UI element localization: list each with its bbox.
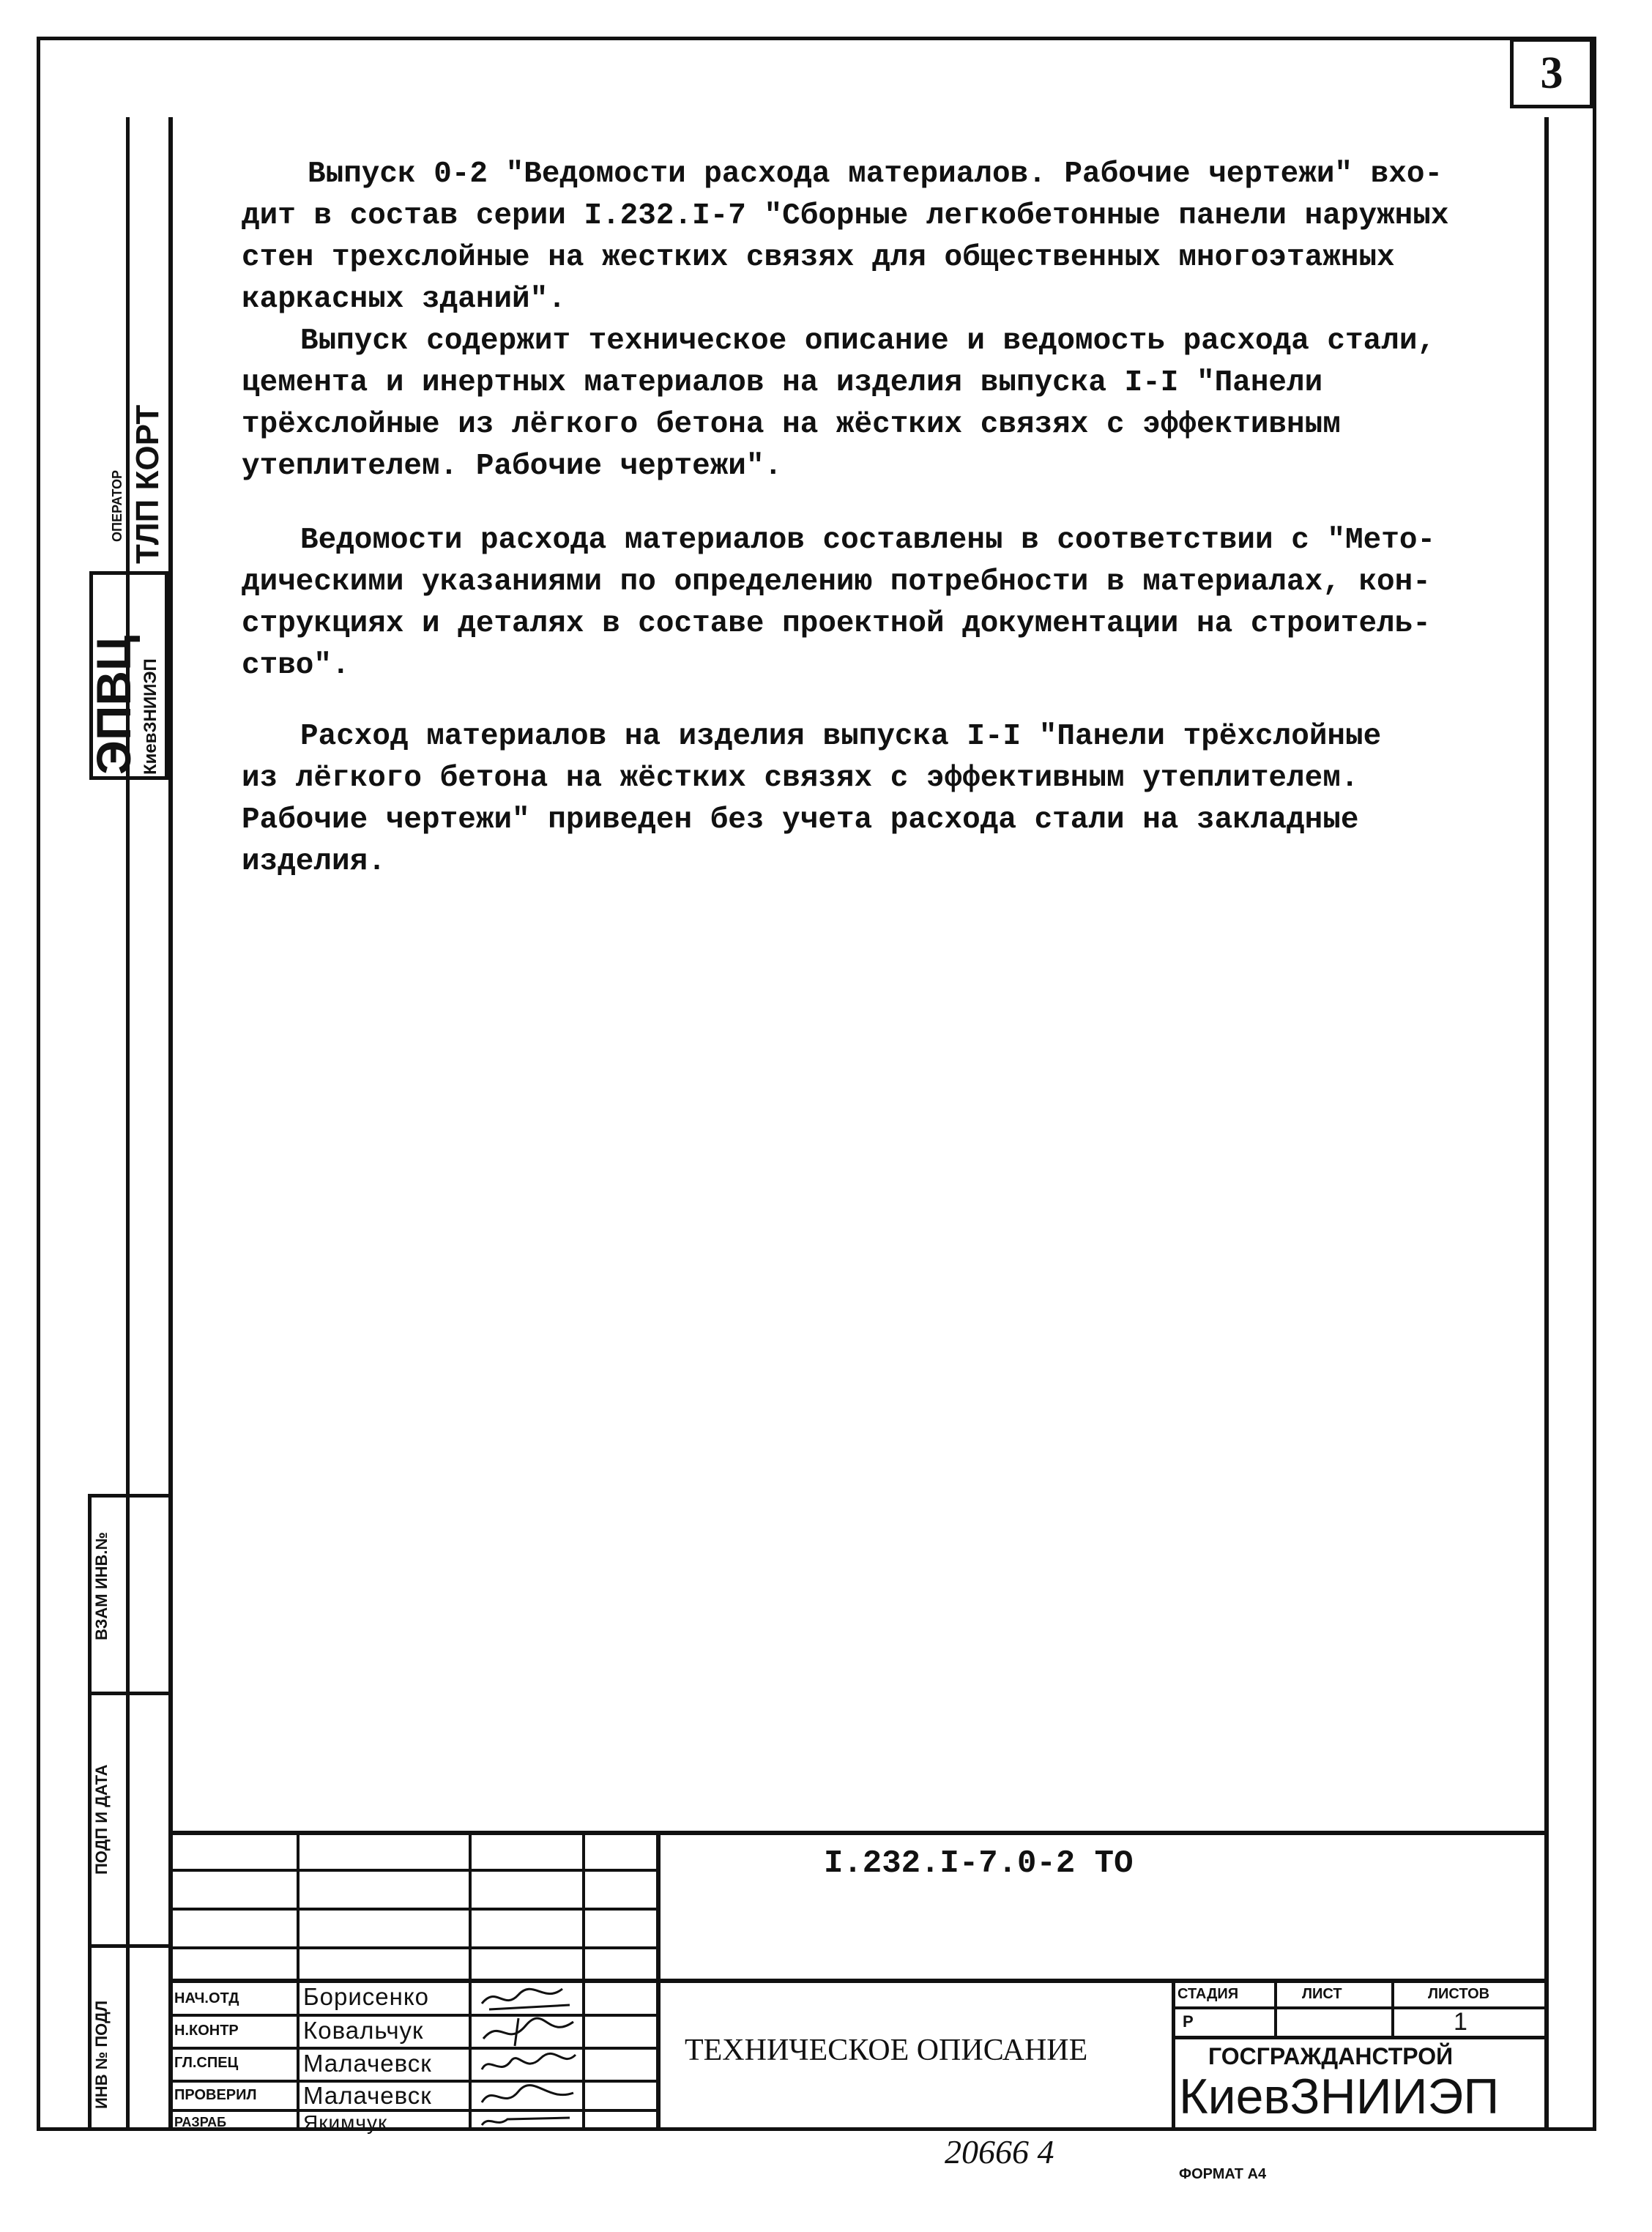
- field-inv-label: ИНВ № ПОДЛ: [92, 2000, 111, 2109]
- tb-col-line: [656, 1831, 661, 2131]
- tb-col-line: [582, 1831, 585, 2131]
- role-label: ГЛ.СПЕЦ: [174, 2055, 239, 2071]
- paragraph-method: Ведомости расхода материалов составлены в соответствии с "Мето- дическими указаниями по определению потребности в материалах, кон- струкциях и деталях в составе проектной документации на строитель- ство".: [242, 524, 1436, 682]
- role-label: ПРОВЕРИЛ: [174, 2087, 257, 2103]
- field-podp-label: ПОДП И ДАТА: [92, 1764, 111, 1875]
- role-name: Ковальчук: [303, 2017, 424, 2044]
- signatures-graphic: [475, 1982, 581, 2131]
- doc-code: I.232.I-7.0-2 ТО: [824, 1845, 1134, 1882]
- role-name: Малачевск: [303, 2050, 432, 2077]
- operator-value: ТЛП КОРТ: [130, 404, 165, 564]
- paragraph-intro: Выпуск 0-2 "Ведомости расхода материалов. Рабочие чертежи" вхо- дит в состав серии I.232.I-7 "Сборные легкобетонные панели наружных стен трехслойные на жестких связях для общественных многоэтажных каркасных зданий".: [242, 157, 1449, 316]
- stage-value: Р: [1183, 2012, 1194, 2031]
- tb-row-line: [168, 1869, 659, 1872]
- org-line2: КиевЗНИИЭП: [1179, 2069, 1500, 2124]
- inventory-number: 20666 4: [945, 2133, 1054, 2170]
- tb-stage-row-line: [1172, 2006, 1549, 2009]
- org-line1: ГОСГРАЖДАНСТРОЙ: [1208, 2043, 1454, 2069]
- tb-stage-row-line: [1172, 2036, 1549, 2039]
- fields-border-top: [88, 1494, 170, 1498]
- page-number: 3: [1510, 38, 1593, 108]
- tb-col-line: [1172, 1979, 1175, 2131]
- paragraph-consumption: Расход материалов на изделия выпуска I-I "Панели трёхслойные из лёгкого бетона на жёстких связях с эффективным утеплителем. Рабочие чертежи" приведен без учета расхода стали на закладные изделия.: [242, 720, 1382, 879]
- tb-col-line: [469, 1831, 472, 2131]
- tb-row-line: [168, 1908, 659, 1911]
- tb-row-line: [168, 1946, 659, 1949]
- role-name: Якимчук: [303, 2111, 388, 2134]
- paragraph-contents: Выпуск содержит техническое описание и ведомость расхода стали, цемента и инертных материалов на изделия выпуска I-I "Панели трёхслойные из лёгкого бетона на жёстких связях с эффективным утеплителем. Рабочие чертежи".: [242, 324, 1436, 483]
- doc-title: ТЕХНИЧЕСКОЕ ОПИСАНИЕ: [685, 2034, 1088, 2067]
- stage-label: СТАДИЯ: [1177, 1986, 1239, 2002]
- tb-col-line: [297, 1831, 299, 2131]
- sheets-value: 1: [1454, 2008, 1467, 2036]
- sheet-label: ЛИСТ: [1302, 1986, 1342, 2002]
- role-name: Борисенко: [303, 1983, 430, 2010]
- format-label: ФОРМАТ А4: [1179, 2166, 1267, 2182]
- role-label: РАЗРАБ: [174, 2115, 227, 2129]
- epvc-stamp-org-sub: КиевЗНИИЭП: [141, 658, 160, 775]
- fields-border-left: [88, 1494, 92, 2131]
- sheets-label: ЛИСТОВ: [1428, 1986, 1490, 2002]
- role-label: НАЧ.ОТД: [174, 1990, 239, 2006]
- field-vzam-label: ВЗАМ ИНВ.№: [92, 1532, 111, 1640]
- epvc-stamp-org: ЭПВЦ: [86, 635, 141, 775]
- role-name: Малачевск: [303, 2082, 432, 2109]
- fields-sep-1: [88, 1692, 170, 1695]
- role-label: Н.КОНТР: [174, 2023, 239, 2039]
- operator-label: ОПЕРАТОР: [110, 469, 124, 542]
- fields-sep-2: [88, 1944, 170, 1948]
- fields-border-bottom: [88, 2127, 170, 2131]
